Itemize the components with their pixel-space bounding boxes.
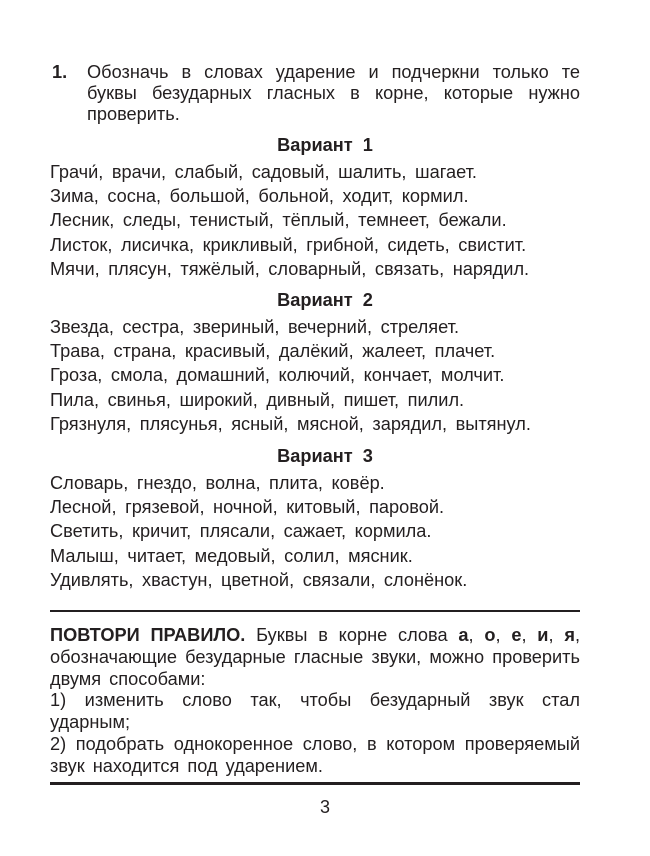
word-line: Мячи, плясун, тяжёлый, словарный, связать, нарядил. <box>50 258 530 279</box>
rule-letter: а <box>458 625 469 645</box>
variant-3 <box>50 446 580 592</box>
word-line: Зима, сосна, большой, больной, ходит, кормил. <box>50 186 469 207</box>
word-line: Лесной, грязевой, ночной, китовый, паровой. <box>50 497 445 518</box>
task-number: 1. <box>52 62 68 82</box>
rule-box <box>50 610 580 785</box>
variant-title: Вариант 3 <box>277 446 373 466</box>
task-instruction: Обозначь в словах ударение и подчеркни только те буквы безударных гласных в корне, которые нужно проверить. <box>87 62 580 124</box>
word-line: Трава, страна, красивый, далёкий, жалеет, плачет. <box>50 341 496 362</box>
rule-text: ПОВТОРИ ПРАВИЛО. Буквы в корне слова а, о, е, и, я, обозначающие безударные гласные звуки, можно проверить двумя способами: 1) изменить слово так, чтобы безударный звук стал ударным; 2) подобрать однокоренное слово, в котором проверяемый звук находится под ударением. <box>50 625 581 776</box>
word-line: Листок, лисичка, крикливый, грибной, сидеть, свистит. <box>50 234 527 255</box>
variant-title: Вариант 2 <box>277 290 373 310</box>
rule-title: ПОВТОРИ ПРАВИЛО. <box>50 625 246 645</box>
word-line: Словарь, гнездо, волна, плита, ковёр. <box>50 473 385 493</box>
word-line: Грязнуля, плясунья, ясный, мясной, зарядил, вытянул. <box>50 413 531 434</box>
variant-title: Вариант 1 <box>277 135 373 155</box>
word-line: Пила, свинья, широкий, дивный, пишет, пилил. <box>50 389 465 410</box>
task-1 <box>50 62 580 125</box>
rule-intro: Буквы в корне слова <box>245 625 459 645</box>
rule-intro-rest: , обозначающие безударные гласные звуки, можно проверить двумя способами: <box>50 625 581 689</box>
variant-2 <box>50 290 580 436</box>
rule-letter: и <box>537 625 549 645</box>
word-line: Светить, кричит, плясали, сажает, кормила. <box>50 521 432 542</box>
variant-1 <box>50 135 580 281</box>
rule-letter: е <box>511 625 522 645</box>
word-line: Гроза, смола, домашний, колючий, кончает, молчит. <box>50 365 505 386</box>
word-line: Грачи́, врачи, слабый, садовый, шалить, шагает. <box>50 162 477 182</box>
rule-letter: я <box>564 625 575 645</box>
rule-item-1: 1) изменить слово так, чтобы безударный звук стал ударным; <box>50 690 580 733</box>
word-line: Удивлять, хвастун, цветной, связали, слонёнок. <box>50 569 468 590</box>
word-line: Лесник, следы, тенистый, тёплый, темнеет, бежали. <box>50 210 507 231</box>
rule-item-2: 2) подобрать однокоренное слово, в котором проверяемый звук находится под ударением. <box>50 733 580 776</box>
page-number: 3 <box>319 797 330 817</box>
rule-letter: о <box>484 625 496 645</box>
word-line: Малыш, читает, медовый, солил, мясник. <box>50 545 413 566</box>
word-line: Звезда, сестра, звериный, вечерний, стреляет. <box>50 317 459 337</box>
